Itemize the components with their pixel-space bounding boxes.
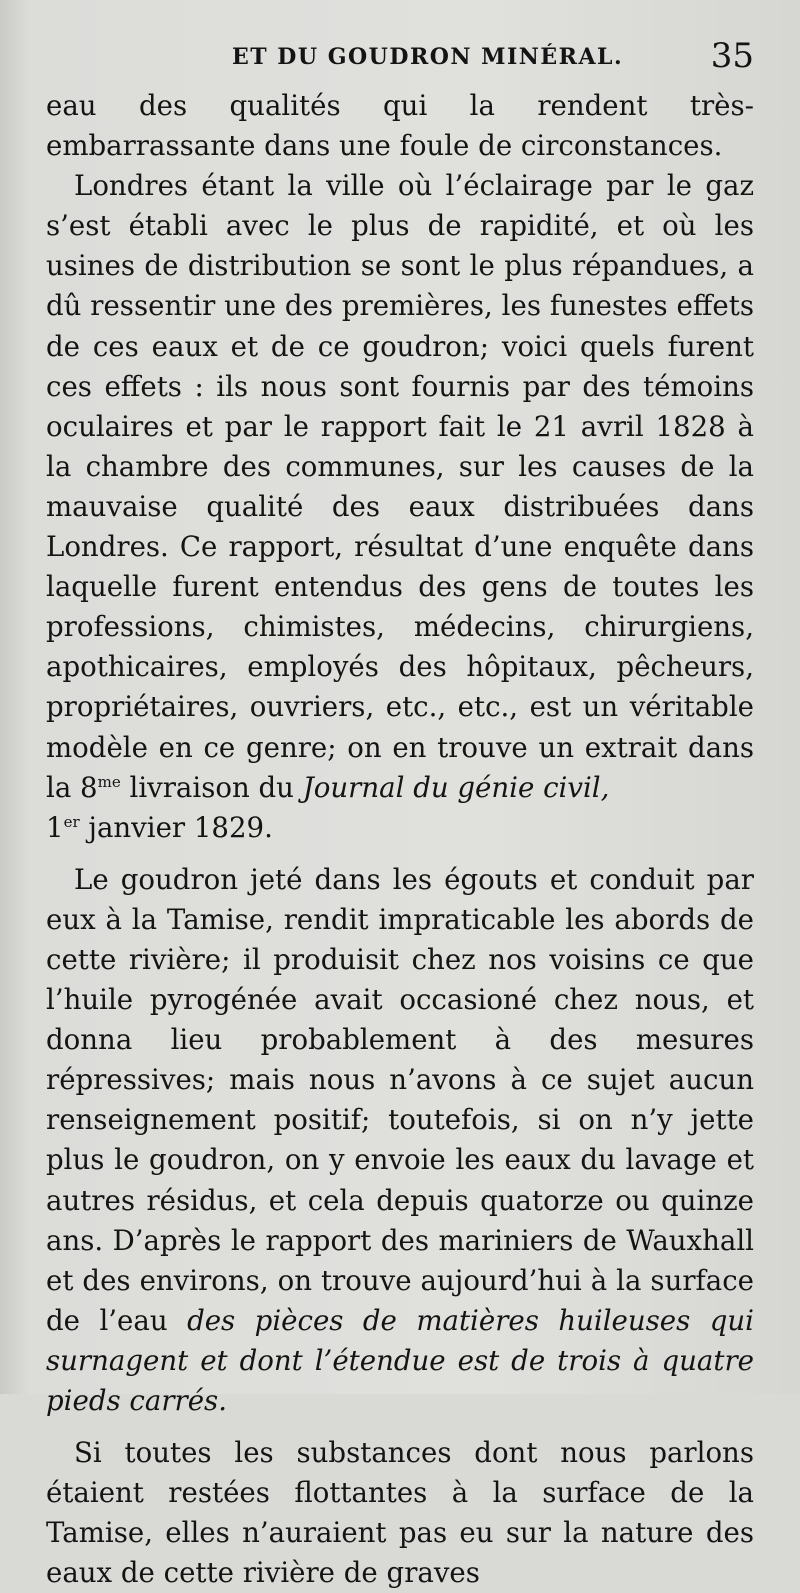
paragraph-4: Si toutes les substances dont nous parlons étaient restées flottantes à la surface de la Tamise, elles n’auraient pas eu sur la nature des eaux de cette rivière de graves [46, 1436, 754, 1590]
superscript-me: me [97, 772, 121, 791]
page-number: 35 [710, 36, 754, 76]
paragraph-2-mid: livraison du [120, 770, 303, 804]
journal-title: Journal du génie civil, [302, 770, 610, 804]
body-text [46, 86, 754, 1593]
running-title: ET DU GOUDRON MINÉRAL. [232, 44, 624, 70]
paragraph-2-end: janvier 1829. [79, 810, 273, 844]
paragraph-3-text: Le goudron jeté dans les égouts et conduit par eux à la Tamise, rendit impraticable les abords de cette rivière; il produisit chez nos voisins ce que l’huile pyrogénée avait occasioné chez nous, et donna lieu probablement à des mesures répressives; mais nous n’avons à ce sujet aucun renseignement positif; toutefois, si on n’y jette plus le goudron, on y envoie les eaux du lavage et autres résidus, et cela depuis quatorze ou quinze ans. D’après le rapport des mariniers de Wauxhall et des environs, on trouve aujourd’hui à la surface de l’eau [46, 862, 754, 1337]
paragraph-2-day: 1 [46, 810, 64, 844]
paragraph-3 [46, 860, 754, 1421]
paragraph-1: eau des qualités qui la rendent très-embarrassante dans une foule de circonstances. [46, 89, 754, 163]
paragraph-2 [46, 166, 754, 848]
superscript-er: er [63, 812, 80, 831]
paragraph-2-text: Londres étant la ville où l’éclairage par le gaz s’est établi avec le plus de rapidité, et où les usines de distribution se sont le plus répandues, a dû ressentir une des premières, les funestes effets de ces eaux et de ce goudron; voici quels furent ces effets : ils nous sont fournis par des témoins oculaires et par le rapport fait le 21 avril 1828 à la chambre des communes, sur les causes de la mauvaise qualité des eaux distribuées dans Londres. Ce rapport, résultat d’une enquête dans laquelle furent entendus des gens de toutes les professions, chimistes, médecins, chirurgiens, apothicaires, employés des hôpitaux, pêcheurs, propriétaires, ouvriers, etc., etc., est un véritable modèle en ce genre; on en trouve un extrait dans la 8 [46, 169, 754, 804]
paragraph-3-italic: des pièces de matières huileuses qui surnagent et dont l’étendue est de trois à quatre pieds carrés. [46, 1303, 754, 1417]
page-header [0, 30, 800, 90]
